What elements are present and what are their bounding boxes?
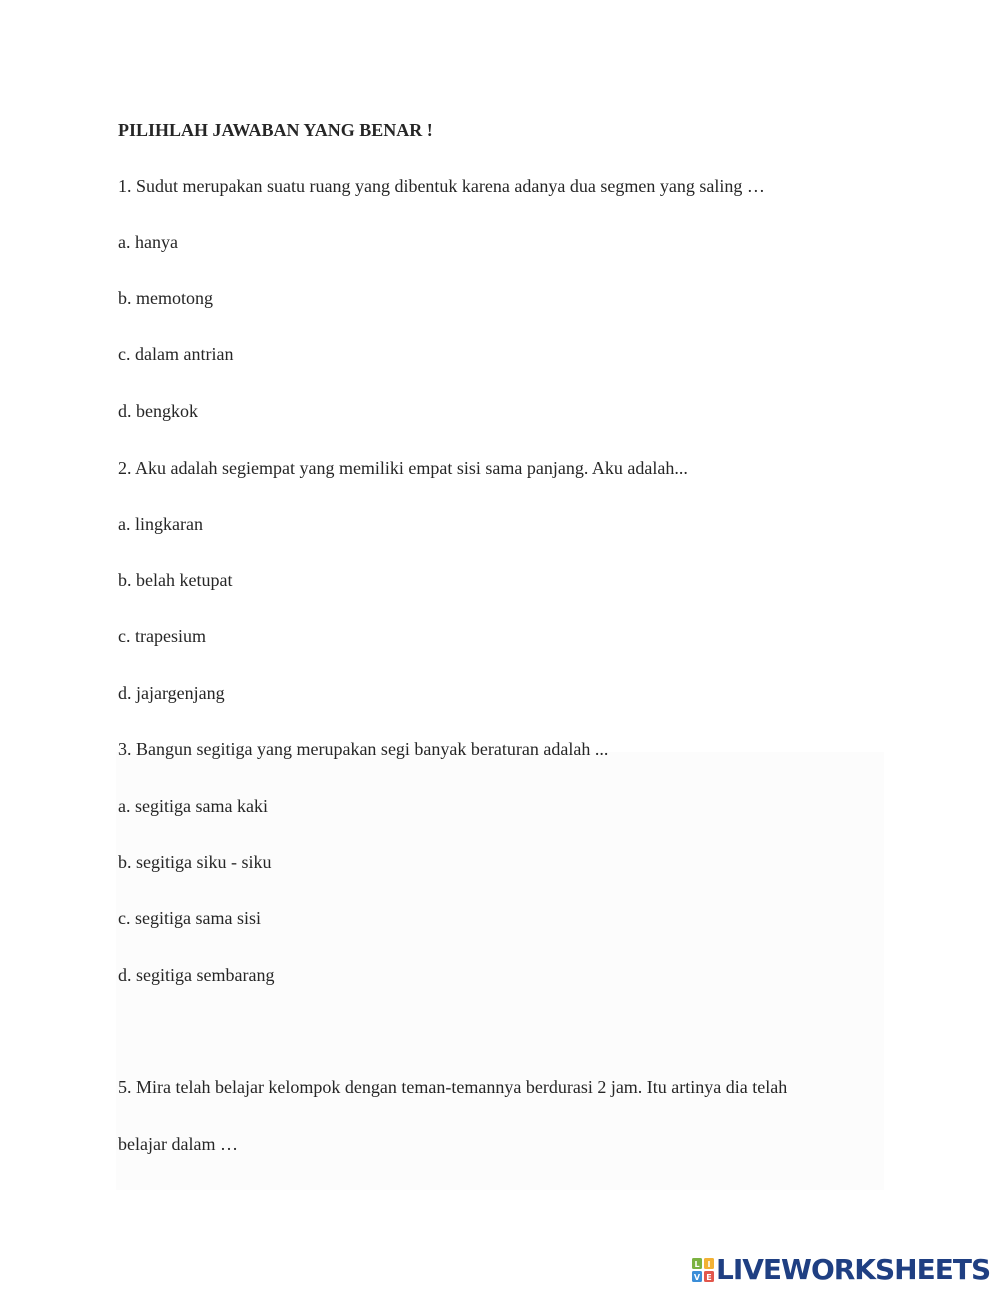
question-1-option-a: a. hanya	[118, 232, 178, 252]
svg-text:V: V	[693, 1273, 701, 1282]
question-3-option-d: d. segitiga sembarang	[118, 965, 275, 985]
question-1-text: 1. Sudut merupakan suatu ruang yang dibentuk karena adanya dua segmen yang saling …	[118, 176, 765, 196]
question-2-option-d: d. jajargenjang	[118, 683, 225, 703]
svg-text:L: L	[694, 1260, 700, 1269]
question-2-option-a: a. lingkaran	[118, 514, 203, 534]
question-3-option-b: b. segitiga siku - siku	[118, 852, 272, 872]
question-2-text: 2. Aku adalah segiempat yang memiliki empat sisi sama panjang. Aku adalah...	[118, 458, 688, 478]
question-5-text-line-1: 5. Mira telah belajar kelompok dengan teman-temannya berdurasi 2 jam. Itu artinya dia telah	[118, 1077, 788, 1097]
question-1-option-c: c. dalam antrian	[118, 344, 234, 364]
question-1-option-d: d. bengkok	[118, 401, 198, 421]
svg-text:I: I	[707, 1260, 711, 1269]
liveworksheets-logo-text: LIVEWORKSHEETS	[716, 1253, 991, 1286]
liveworksheets-logo-icon	[692, 1258, 714, 1282]
worksheet-heading: PILIHLAH JAWABAN YANG BENAR !	[118, 120, 433, 140]
question-2-option-b: b. belah ketupat	[118, 570, 233, 590]
question-3-option-c: c. segitiga sama sisi	[118, 908, 261, 928]
liveworksheets-logo	[692, 1253, 991, 1286]
question-5-text-line-2: belajar dalam …	[118, 1134, 238, 1154]
question-3-option-a: a. segitiga sama kaki	[118, 796, 268, 816]
question-3-text: 3. Bangun segitiga yang merupakan segi banyak beraturan adalah ...	[118, 739, 609, 759]
question-2-option-c: c. trapesium	[118, 626, 206, 646]
svg-text:E: E	[706, 1273, 712, 1282]
question-1-option-b: b. memotong	[118, 288, 213, 308]
